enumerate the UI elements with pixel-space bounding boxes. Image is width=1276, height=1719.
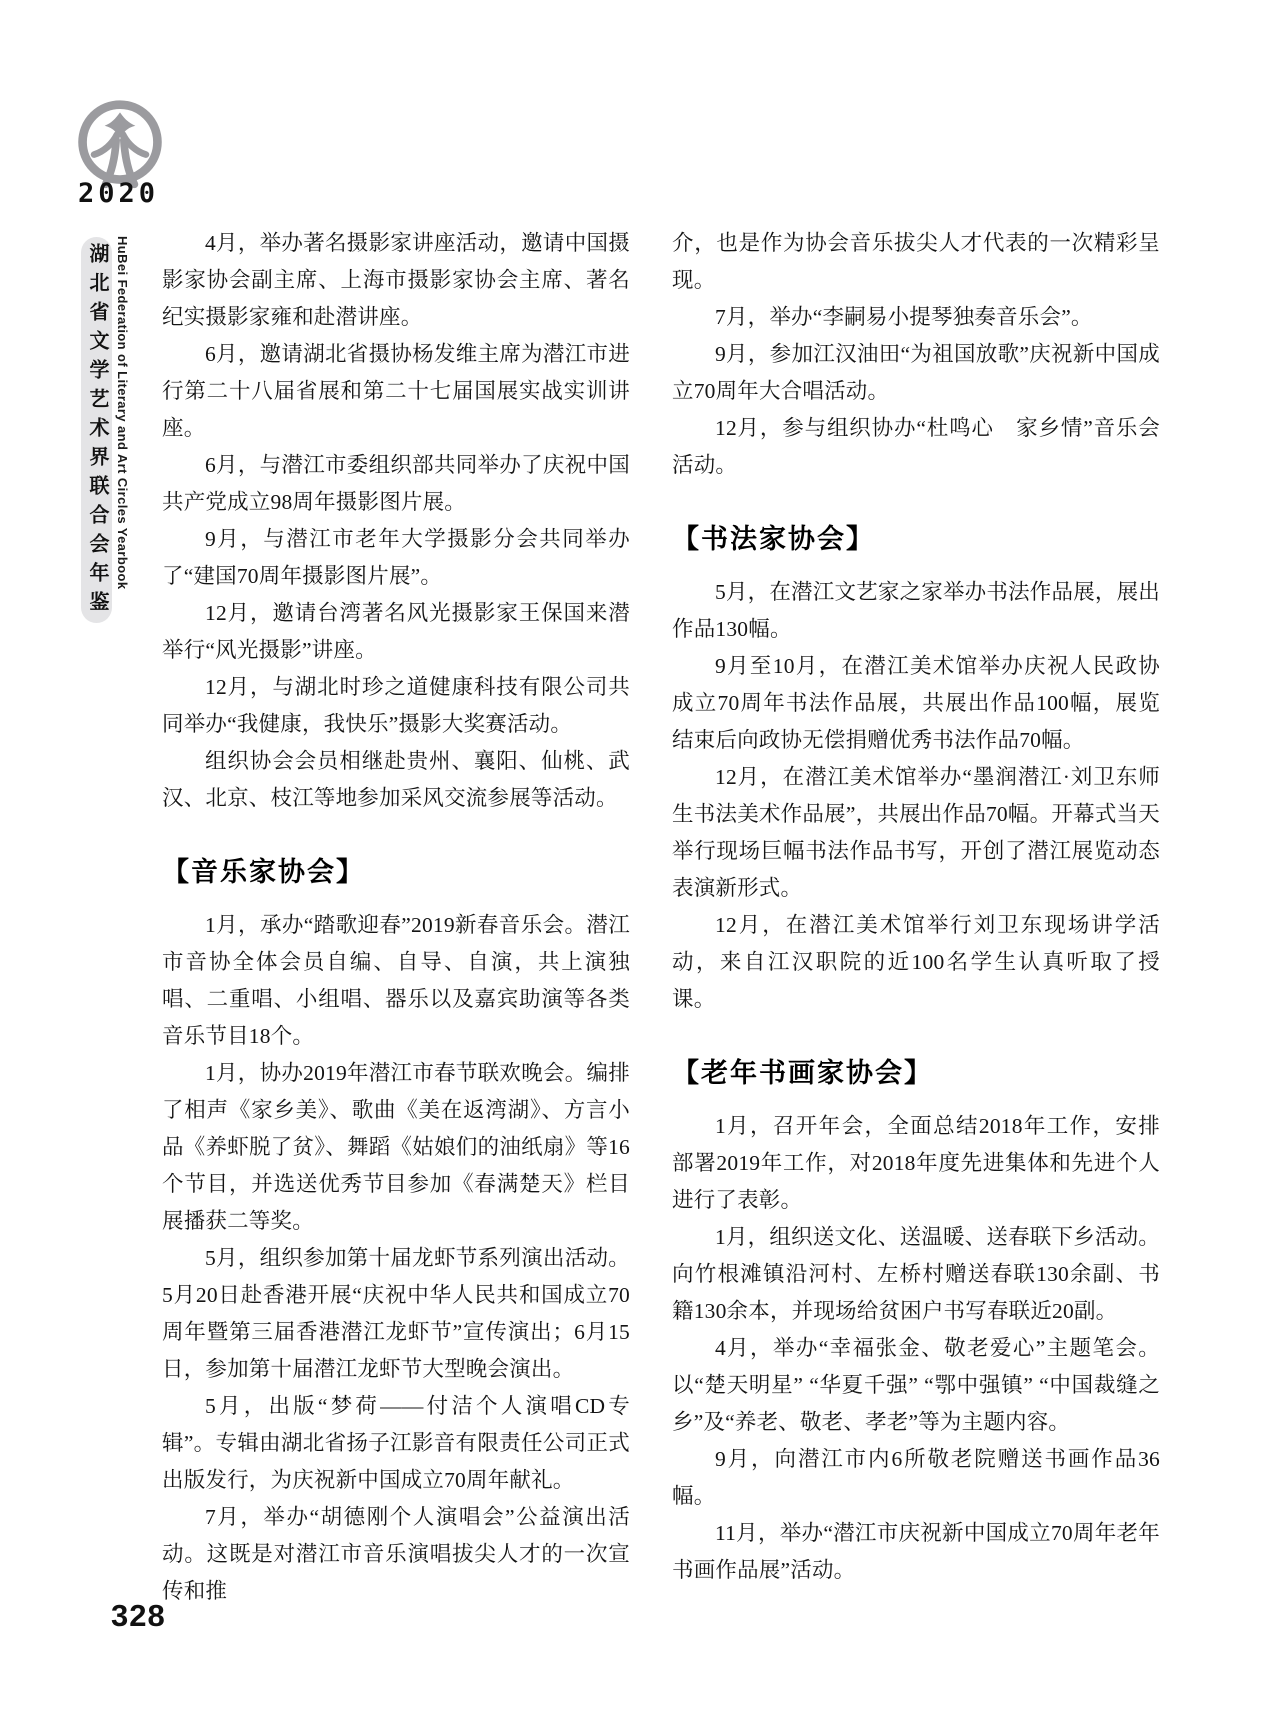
column-right (672, 225, 1160, 1589)
entry-paragraph: 12月，在潜江美术馆举行刘卫东现场讲学活动，来自江汉职院的近100名学生认真听取了授课。 (672, 913, 1160, 1011)
entry-paragraph: 6月，与潜江市委组织部共同举办了庆祝中国共产党成立98周年摄影图片展。 (162, 453, 630, 514)
entry-paragraph-continuation: 介，也是作为协会音乐拔尖人才代表的一次精彩呈现。 (672, 231, 1160, 292)
entry-paragraph: 12月，参与组织协办“杜鸣心 家乡情”音乐会活动。 (672, 416, 1160, 477)
column-left (162, 225, 630, 1610)
section-heading-musicians-association: 【音乐家协会】 (162, 857, 365, 887)
entry-paragraph: 12月，在潜江美术馆举办“墨润潜江·刘卫东师生书法美术作品展”，共展出作品70幅。开幕式当天举行现场巨幅书法作品书写，开创了潜江展览动态表演新形式。 (672, 765, 1160, 900)
entry-paragraph: 组织协会会员相继赴贵州、襄阳、仙桃、武汉、北京、枝江等地参加采风交流参展等活动。 (162, 749, 630, 810)
entry-paragraph: 4月，举办著名摄影家讲座活动，邀请中国摄影家协会副主席、上海市摄影家协会主席、著名纪实摄影家雍和赴潜讲座。 (162, 231, 630, 329)
entry-paragraph: 9月，与潜江市老年大学摄影分会共同举办了“建国70周年摄影图片展”。 (162, 527, 630, 588)
entry-paragraph: 9月至10月，在潜江美术馆举办庆祝人民政协成立70周年书法作品展，共展出作品100幅，展览结束后向政协无偿捐赠优秀书法作品70幅。 (672, 654, 1160, 752)
entry-paragraph: 1月，组织送文化、送温暖、送春联下乡活动。向竹根滩镇沿河村、左桥村赠送春联130余副、书籍130余本，并现场给贫困户书写春联近20副。 (672, 1225, 1160, 1323)
entry-paragraph: 9月，向潜江市内6所敬老院赠送书画作品36幅。 (672, 1447, 1160, 1508)
year-label: 2020 (78, 178, 160, 209)
entry-paragraph: 9月，参加江汉油田“为祖国放歌”庆祝新中国成立70周年大合唱活动。 (672, 342, 1160, 403)
entry-paragraph: 1月，协办2019年潜江市春节联欢晚会。编排了相声《家乡美》、歌曲《美在返湾湖》、方言小品《养虾脱了贫》、舞蹈《姑娘们的油纸扇》等16个节目，并选送优秀节目参加《春满楚天》栏目展播获二等奖。 (162, 1061, 630, 1233)
entry-paragraph: 1月，承办“踏歌迎春”2019新春音乐会。潜江市音协全体会员自编、自导、自演，共上演独唱、二重唱、小组唱、器乐以及嘉宾助演等各类音乐节目18个。 (162, 913, 630, 1048)
entry-paragraph: 7月，举办“李嗣易小提琴独奏音乐会”。 (715, 305, 1093, 329)
entry-paragraph: 4月，举办“幸福张金、敬老爱心”主题笔会。以“楚天明星” “华夏千强” “鄂中强镇” “中国裁缝之乡”及“养老、敬老、孝老”等为主题内容。 (672, 1336, 1160, 1434)
entry-paragraph: 11月，举办“潜江市庆祝新中国成立70周年老年书画作品展”活动。 (672, 1521, 1160, 1582)
section-heading-calligraphers-association: 【书法家协会】 (672, 524, 875, 554)
entry-paragraph: 12月，邀请台湾著名风光摄影家王保国来潜举行“风光摄影”讲座。 (162, 601, 630, 662)
page-number: 328 (111, 1598, 166, 1633)
section-heading-senior-artists-association: 【老年书画家协会】 (672, 1058, 933, 1088)
entry-paragraph: 5月，出版“梦荷——付洁个人演唱CD专辑”。专辑由湖北省扬子江影音有限责任公司正式出版发行，为庆祝新中国成立70周年献礼。 (162, 1394, 630, 1492)
entry-paragraph: 12月，与湖北时珍之道健康科技有限公司共同举办“我健康，我快乐”摄影大奖赛活动。 (162, 675, 630, 736)
entry-paragraph: 6月，邀请湖北省摄协杨发维主席为潜江市进行第二十八届省展和第二十七届国展实战实训讲座。 (162, 342, 630, 440)
entry-paragraph: 5月，组织参加第十届龙虾节系列演出活动。5月20日赴香港开展“庆祝中华人民共和国成立70周年暨第三届香港潜江龙虾节”宣传演出；6月15日，参加第十届潜江龙虾节大型晚会演出。 (162, 1246, 630, 1381)
entry-paragraph: 5月，在潜江文艺家之家举办书法作品展，展出作品130幅。 (672, 580, 1160, 641)
entry-paragraph: 1月，召开年会，全面总结2018年工作，安排部署2019年工作，对2018年度先进集体和先进个人进行了表彰。 (672, 1114, 1160, 1212)
entry-paragraph: 7月，举办“胡德刚个人演唱会”公益演出活动。这既是对潜江市音乐演唱拔尖人才的一次宣传和推 (162, 1505, 630, 1603)
sidebar-title-en: HuBei Federation of Literary and Art Circles Yearbook (115, 236, 130, 590)
sidebar-title-cn: 湖北省文学艺术界联合会年鉴 (81, 237, 112, 623)
